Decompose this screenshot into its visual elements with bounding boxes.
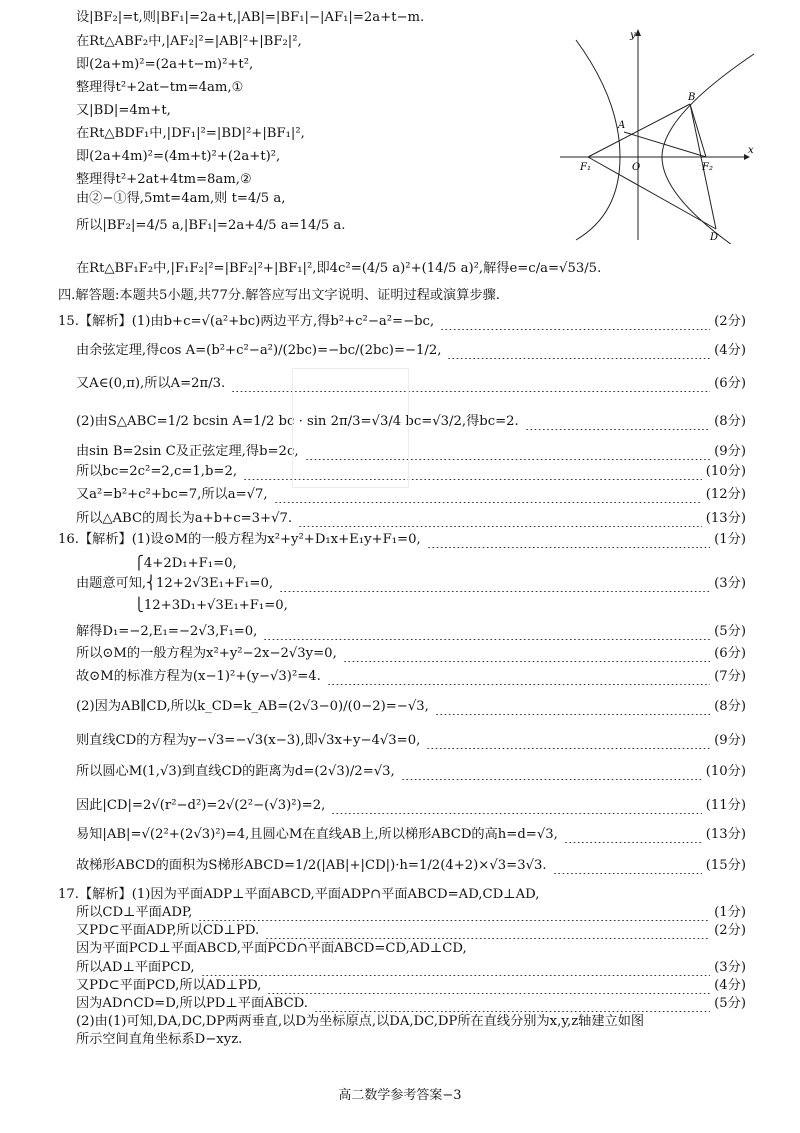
line-text: (2)由S△ABC=1/2 bcsin A=1/2 bc · sin 2π/3=√3/4 bc=√3/2,得bc=2. — [76, 414, 519, 429]
score-label: (9分) — [714, 444, 746, 459]
dot-leader — [265, 923, 710, 939]
dot-leader — [343, 646, 710, 662]
score-label: (2分) — [714, 314, 746, 329]
score-label: (3分) — [714, 960, 746, 975]
score-label: (9分) — [714, 733, 746, 748]
line-text: (2)由(1)可知,DA,DC,DP两两垂直,以D为坐标原点,以DA,DC,DP所在直线分别为x,y,z轴建立如图 — [76, 1014, 645, 1029]
line-text: ⎩12+3D₁+√3E₁+F₁=0, — [134, 598, 288, 613]
line-text: 因此|CD|=2√(r²−d²)=2√(2²−(√3)²)=2, — [76, 798, 326, 813]
score-label: (4分) — [714, 978, 746, 993]
score-label: (2分) — [714, 923, 746, 938]
line-text: 15.【解析】(1)由b+c=√(a²+bc)两边平方,得b²+c²−a²=−bc, — [58, 314, 435, 329]
line-text: 又A∈(0,π),所以A=2π/3. — [76, 376, 226, 391]
line-text: 由题意可知,⎨12+2√3E₁+F₁=0, — [76, 576, 274, 591]
line-text: 所以⊙M的一般方程为x²+y²−2x−2√3y=0, — [76, 646, 337, 661]
line-text: 整理得t²+2at+4tm=8am,② — [76, 172, 252, 187]
line-text: 在Rt△BF₁F₂中,|F₁F₂|²=|BF₂|²+|BF₁|²,即4c²=(4/5 a)²+(14/5 a)²,解得e=c/a=√53/5. — [76, 261, 602, 276]
dot-leader — [263, 624, 710, 640]
score-label: (6分) — [714, 376, 746, 391]
label-f1: F₁ — [580, 162, 591, 173]
score-label: (13分) — [705, 511, 746, 526]
line-text: 所以|BF₂|=4/5 a,|BF₁|=2a+4/5 a=14/5 a. — [76, 218, 346, 233]
score-label: (1分) — [714, 905, 746, 920]
score-label: (10分) — [705, 764, 746, 779]
segment-f1-b — [588, 104, 690, 157]
line-text: 易知|AB|=√(2²+(2√3)²)=4,且圆心M在直线AB上,所以梯形ABCD的高h=d=√3, — [76, 827, 558, 842]
line-text: 16.【解析】(1)设⊙M的一般方程为x²+y²+D₁x+E₁y+F₁=0, — [58, 532, 421, 547]
dot-leader — [331, 798, 702, 814]
dot-leader — [314, 996, 710, 1012]
line-text: 在Rt△BDF₁中,|DF₁|²=|BD|²+|BF₁|², — [76, 126, 305, 141]
dot-leader — [426, 733, 710, 749]
label-y: y — [630, 30, 636, 41]
score-label: (13分) — [705, 827, 746, 842]
dot-leader — [525, 414, 710, 430]
line-text: 由余弦定理,得cos A=(b²+c²−a²)/(2bc)=−bc/(2bc)=−1/2, — [76, 343, 442, 358]
dot-leader — [298, 511, 702, 527]
label-d: D — [710, 232, 719, 243]
line-text: 因为平面PCD⊥平面ABCD,平面PCD∩平面ABCD=CD,AD⊥CD, — [76, 941, 467, 956]
dot-leader — [435, 699, 710, 715]
line-text: 故⊙M的标准方程为(x−1)²+(y−√3)²=4. — [76, 669, 321, 684]
score-label: (8分) — [714, 699, 746, 714]
score-label: (11分) — [705, 798, 746, 813]
line-text: 解得D₁=−2,E₁=−2√3,F₁=0, — [76, 624, 258, 639]
line-text: 四.解答题:本题共5小题,共77分.解答应写出文字说明、证明过程或演算步骤. — [58, 288, 501, 303]
score-label: (1分) — [714, 532, 746, 547]
line-text: 即(2a+m)²=(2a+t−m)²+t², — [76, 57, 254, 72]
line-text: 则直线CD的方程为y−√3=−√3(x−3),即√3x+y−4√3=0, — [76, 733, 421, 748]
line-text: 所示空间直角坐标系D−xyz. — [76, 1032, 243, 1047]
faint-watermark-box — [292, 368, 409, 488]
score-label: (12分) — [705, 487, 746, 502]
hyperbola-figure — [556, 24, 762, 244]
left-hyperbola-branch — [576, 40, 620, 240]
line-text: 所以AD⊥平面PCD, — [76, 960, 195, 975]
y-axis-arrow — [635, 29, 641, 36]
score-label: (5分) — [714, 996, 746, 1011]
line-text: 在Rt△ABF₂中,|AF₂|²=|AB|²+|BF₂|², — [76, 34, 302, 49]
dot-leader — [274, 487, 702, 503]
label-o: O — [632, 162, 641, 173]
score-label: (8分) — [714, 414, 746, 429]
score-label: (5分) — [714, 624, 746, 639]
page-footer: 高二数学参考答案−3 — [338, 1088, 462, 1103]
score-label: (6分) — [714, 646, 746, 661]
line-text: 又|BD|=4m+t, — [76, 103, 171, 118]
line-text: 17.【解析】(1)因为平面ADP⊥平面ABCD,平面ADP∩平面ABCD=AD,CD⊥AD, — [58, 887, 540, 902]
line-text: 故梯形ABCD的面积为S梯形ABCD=1/2(|AB|+|CD|)·h=1/2(4+2)×√3=3√3. — [76, 858, 547, 873]
line-text: 所以CD⊥平面ADP, — [76, 905, 193, 920]
dot-leader — [267, 978, 710, 994]
line-text: 即(2a+4m)²=(4m+t)²+(2a+t)², — [76, 149, 281, 164]
line-text: 又PD⊂平面PCD,所以AD⊥PD, — [76, 978, 262, 993]
dot-leader — [553, 858, 702, 874]
line-text: 所以圆心M(1,√3)到直线CD的距离为d=(2√3)/2=√3, — [76, 764, 395, 779]
dot-leader — [440, 314, 710, 330]
dot-leader — [564, 827, 702, 843]
line-text: 整理得t²+2at−tm=4am,① — [76, 80, 244, 95]
line-text: 由sin B=2sin C及正弦定理,得b=2c, — [76, 444, 299, 459]
score-label: (15分) — [705, 858, 746, 873]
line-text: 所以bc=2c²=2,c=1,b=2, — [76, 464, 238, 479]
dot-leader — [447, 343, 710, 359]
line-text: 因为AD∩CD=D,所以PD⊥平面ABCD. — [76, 996, 308, 1011]
score-label: (10分) — [705, 464, 746, 479]
line-text: 所以△ABC的周长为a+b+c=3+√7. — [76, 511, 293, 526]
segment-a-f2 — [624, 132, 706, 157]
right-hyperbola-branch — [662, 54, 754, 244]
label-a: A — [618, 120, 626, 131]
segment-f1-d — [588, 157, 716, 229]
line-text: 又PD⊂平面ADP,所以CD⊥PD. — [76, 923, 260, 938]
dot-leader — [401, 764, 702, 780]
line-text: (2)因为AB∥CD,所以k_CD=k_AB=(2√3−0)/(0−2)=−√3, — [76, 699, 429, 714]
score-label: (4分) — [714, 343, 746, 358]
label-x: x — [748, 145, 754, 156]
dot-leader — [427, 532, 710, 548]
label-f2: F₂ — [702, 162, 713, 173]
line-text: 又a²=b²+c²+bc=7,所以a=√7, — [76, 487, 268, 502]
dot-leader — [201, 960, 710, 976]
label-b: B — [688, 92, 696, 103]
dot-leader — [198, 905, 710, 921]
segment-b-f2 — [690, 104, 706, 157]
line-text: ⎧4+2D₁+F₁=0, — [134, 556, 237, 571]
line-text: 由②−①得,5mt=4am,则 t=4/5 a, — [76, 191, 286, 206]
dot-leader — [327, 669, 710, 685]
score-label: (3分) — [714, 576, 746, 591]
line-text: 设|BF₂|=t,则|BF₁|=2a+t,|AB|=|BF₁|−|AF₁|=2a+t−m. — [76, 10, 425, 25]
score-label: (7分) — [714, 669, 746, 684]
dot-leader — [279, 576, 710, 592]
